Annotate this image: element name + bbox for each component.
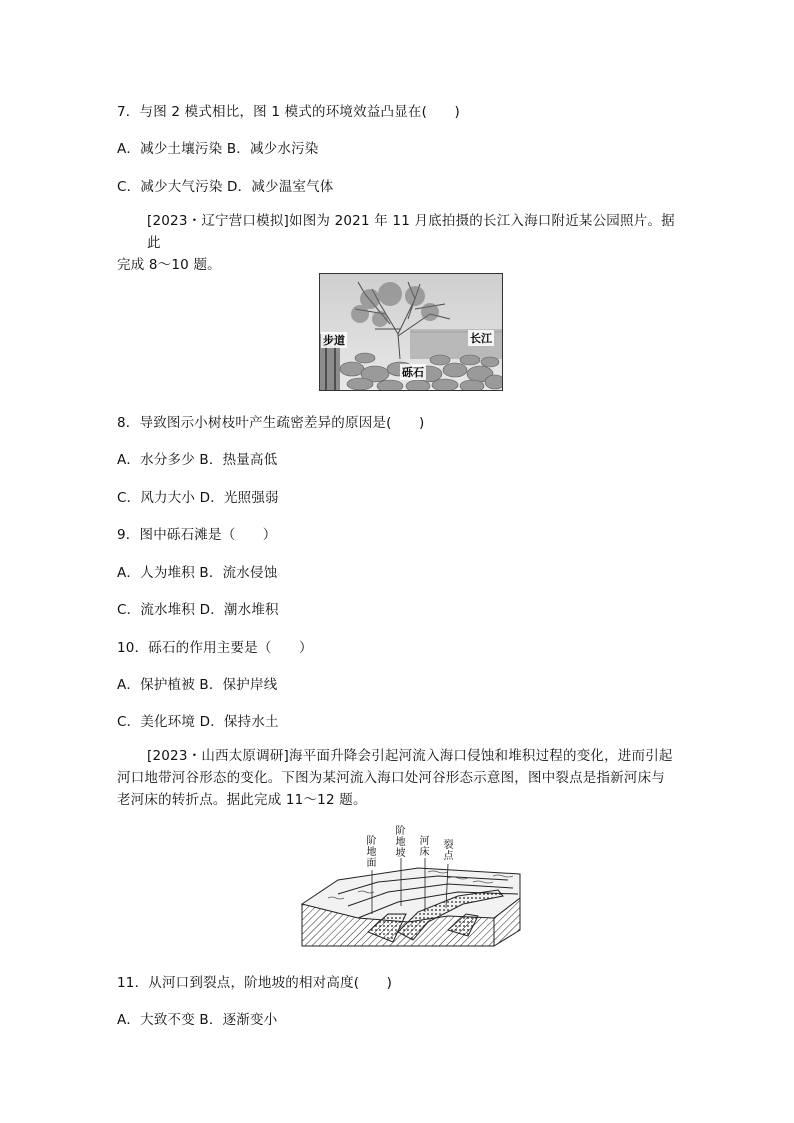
q7-options-ab: A．减少土壤污染 B．减少水污染 (117, 141, 319, 157)
photo-label-path: 步道 (323, 334, 345, 347)
intro-1 (117, 210, 679, 276)
intro-1-line-2: 完成 8～10 题。 (117, 257, 221, 273)
intro-2-line-1: [2023・山西太原调研]海平面升降会引起河流入海口侵蚀和堆积过程的变化，进而引起 (147, 748, 673, 764)
q10-stem: 10．砾石的作用主要是（ ） (117, 640, 313, 656)
intro-2-line-3: 老河床的转折点。据此完成 11～12 题。 (117, 792, 367, 808)
q8-options-ab: A．水分多少 B．热量高低 (117, 452, 278, 468)
q7-stem: 7．与图 2 模式相比，图 1 模式的环境效益凸显在( ) (117, 104, 460, 120)
q8-stem: 8．导致图示小树枝叶产生疏密差异的原因是( ) (117, 415, 425, 431)
diagram-label-terrace-slope: 阶地坡 (395, 826, 406, 859)
photo-label-gravel: 砾石 (402, 366, 424, 379)
diagram-label-knickpoint: 裂点 (443, 840, 454, 862)
q9-options-cd: C．流水堆积 D．潮水堆积 (117, 602, 279, 618)
park-photo (319, 273, 503, 391)
q10-options-ab: A．保护植被 B．保护岸线 (117, 677, 278, 693)
river-valley-diagram-image (298, 832, 524, 948)
q11-stem: 11．从河口到裂点，阶地坡的相对高度( ) (117, 975, 393, 991)
intro-2 (117, 745, 679, 811)
river-valley-diagram (298, 826, 524, 948)
diagram-label-riverbed: 河床 (419, 836, 430, 858)
q10-options-cd: C．美化环境 D．保持水土 (117, 714, 279, 730)
q9-stem: 9．图中砾石滩是（ ） (117, 527, 277, 543)
q9-options-ab: A．人为堆积 B．流水侵蚀 (117, 565, 278, 581)
q11-options-ab: A．大致不变 B．逐渐变小 (117, 1012, 278, 1028)
photo-label-river: 长江 (470, 332, 492, 345)
diagram-label-terrace-surface: 阶地面 (366, 836, 377, 869)
intro-2-line-2: 河口地带河谷形态的变化。下图为某河流入海口处河谷形态示意图，图中裂点是指新河床与 (117, 770, 665, 786)
q8-options-cd: C．风力大小 D．光照强弱 (117, 490, 279, 506)
q7-options-cd: C．减少大气污染 D．减少温室气体 (117, 179, 334, 195)
intro-1-line-1: [2023・辽宁营口模拟]如图为 2021 年 11 月底拍摄的长江入海口附近某公园照片。据此 (147, 213, 675, 251)
